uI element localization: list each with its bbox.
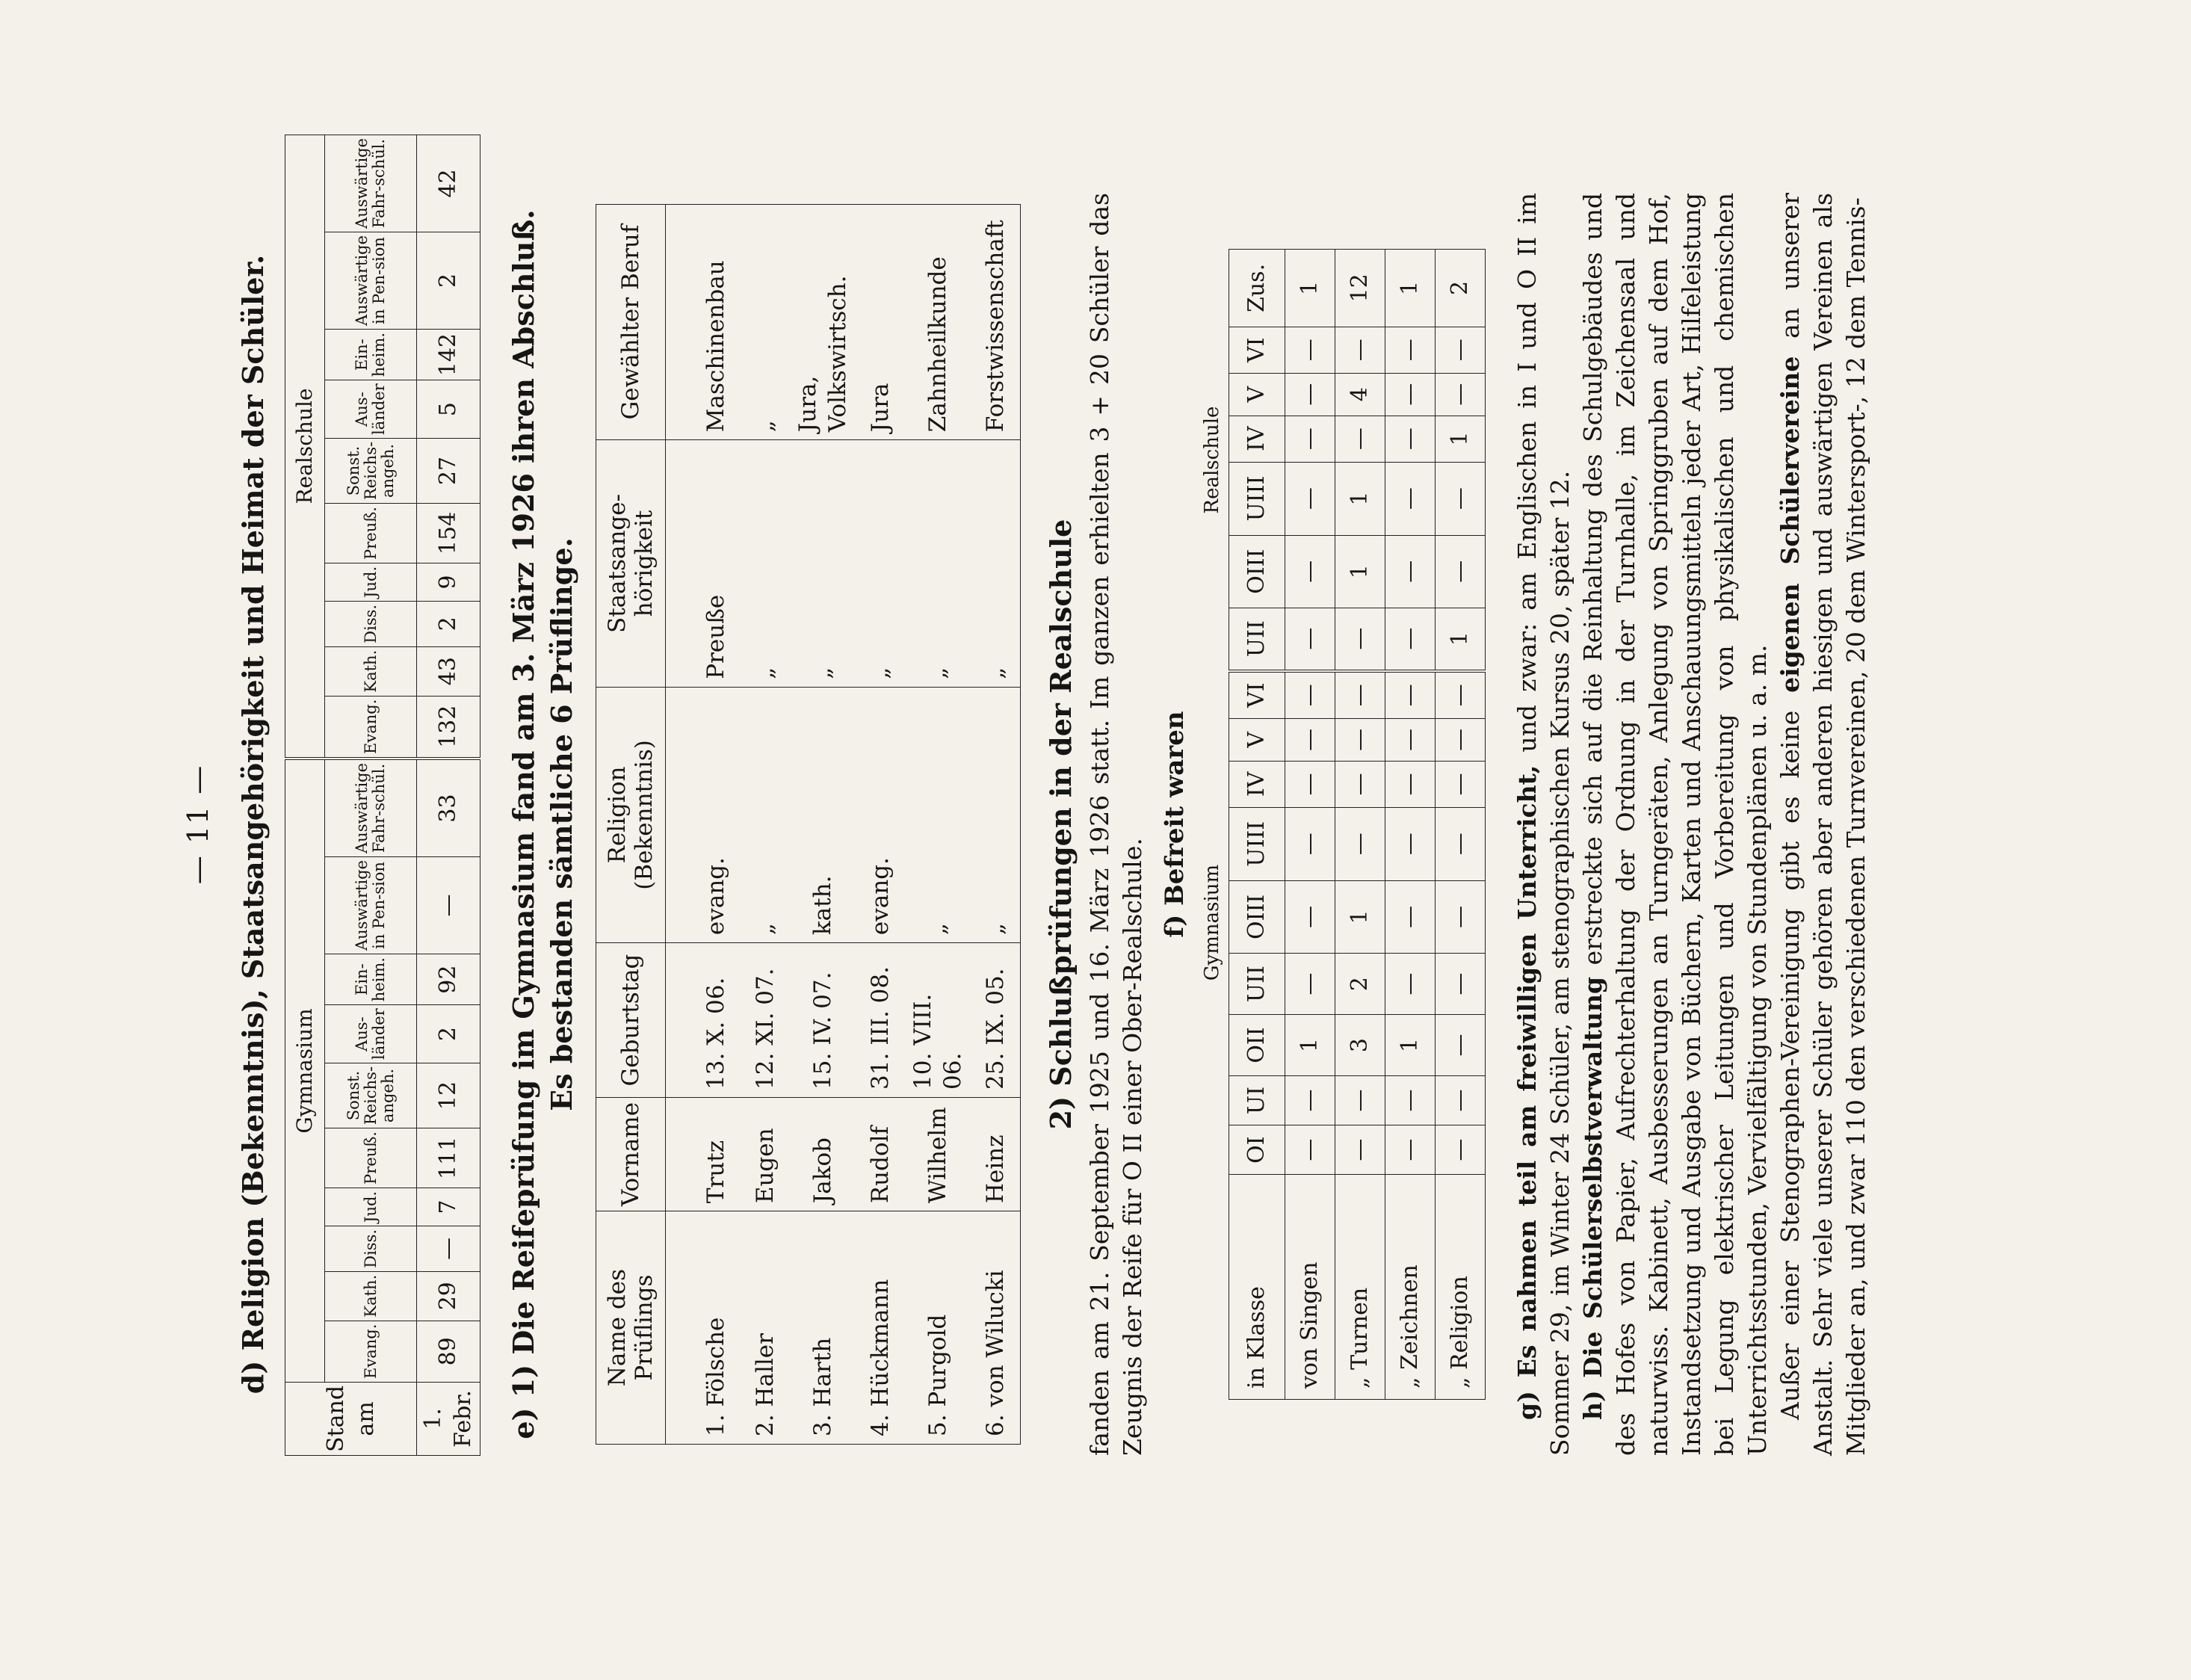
vereine-bold: eigenen Schülervereine (1776, 356, 1805, 693)
table-row (1385, 250, 1436, 1400)
table-cell: Jura (856, 205, 905, 440)
group-gymnasium: Gymnasium (285, 759, 325, 1383)
gymnasium-cell: — (1436, 1015, 1486, 1075)
gymnasium-cell: — (1385, 880, 1436, 953)
realschule-cell: 2 (1436, 250, 1486, 327)
table-cell: 25. IX. 05. (971, 943, 1021, 1098)
section-e-subtitle: Es bestanden sämtliche 6 Prüflinge. (545, 537, 578, 1111)
realschule-cell: 142 (417, 330, 480, 380)
column-header: Name des Prüflings (596, 1211, 666, 1445)
class-column-header: UII (1229, 953, 1285, 1014)
realschule-cell: — (1385, 327, 1436, 373)
class-column-header: V (1229, 718, 1285, 761)
gymnasium-cell: — (1285, 761, 1335, 807)
gymnasium-cell: — (417, 856, 480, 954)
realschule-cell: 1 (1385, 250, 1436, 327)
column-header: Evang. (325, 1321, 417, 1382)
row-label: „ Turnen (1335, 1175, 1385, 1400)
realschule-cell: 4 (1335, 373, 1385, 416)
table-cell: Zahnheilkunde (905, 205, 971, 440)
realschule-cell: — (1285, 535, 1335, 608)
column-header: Jud. (325, 563, 417, 601)
section-h-title: h) Die Schülerselbstverwaltung (1578, 976, 1607, 1420)
class-column-header: OII (1229, 1015, 1285, 1075)
befreit-group-gymnasium: Gymnasium (1201, 864, 1223, 981)
gymnasium-cell: — (1436, 807, 1486, 880)
realschule-cell: — (1436, 327, 1486, 373)
table-row (790, 205, 856, 1445)
gymnasium-cell: — (1285, 1125, 1335, 1175)
realschule-cell: 12 (1335, 250, 1385, 327)
table-cell: 15. IV. 07. (790, 943, 856, 1098)
realschule-cell: — (1385, 416, 1436, 462)
realschule-cell: 43 (417, 646, 480, 696)
gymnasium-cell: 1 (1335, 880, 1385, 953)
class-column-header: OI (1229, 1125, 1285, 1175)
gymnasium-cell: — (1285, 671, 1335, 719)
column-header: Auswärtige Fahr-schül. (325, 135, 417, 232)
table-cell: 13. X. 06. (691, 943, 741, 1098)
realschule-cell: — (1335, 416, 1385, 462)
gymnasium-cell: 2 (1335, 953, 1385, 1014)
column-header: Jud. (325, 1188, 417, 1226)
gymnasium-cell: — (1436, 1125, 1486, 1175)
table-row (417, 135, 480, 1455)
class-column-header: OIII (1229, 880, 1285, 953)
realschule-cell: 5 (417, 380, 480, 439)
section-g-title: g) Es nahmen teil am freiwilligen Unterricht, (1512, 765, 1542, 1420)
column-header: Auswärtige Fahr-schül. (325, 759, 417, 857)
class-column-header: IV (1229, 416, 1285, 462)
section-h-paragraph (1577, 193, 1774, 1456)
gymnasium-cell: — (1335, 671, 1385, 719)
gymnasium-cell: 2 (417, 1005, 480, 1063)
table-cell: 5. Purgold (905, 1211, 971, 1445)
table-cell: evang. (856, 687, 905, 942)
table-cell: Jura, Volkswirtsch. (790, 205, 856, 440)
realschule-cell: — (1335, 608, 1385, 670)
column-header: Diss. (325, 1226, 417, 1271)
table-cell: evang. (691, 687, 741, 942)
vereine-text-after: an unserer Anstalt. Sehr viele unserer Schüler gehören aber anderen hiesigen und auswärtigen Vereinen als Mitglieder an, und zwar 110 den verschiedenen Turnvereinen, 20 dem Wintersport-, 12 dem Tennis- (1776, 193, 1870, 1456)
realschule-cell: — (1436, 373, 1486, 416)
table-cell: „ (971, 687, 1021, 942)
class-column-header: VI (1229, 327, 1285, 373)
section-f-title: f) Befreit waren (1160, 711, 1190, 938)
column-header: Evang. (325, 696, 417, 759)
table-cell: 4. Hückmann (856, 1211, 905, 1445)
class-header: in Klasse (1229, 1175, 1285, 1400)
gymnasium-cell: — (1436, 1075, 1486, 1125)
realschule-cell: 27 (417, 438, 480, 503)
gymnasium-cell: 7 (417, 1188, 480, 1226)
gymnasium-cell: — (1285, 1075, 1335, 1125)
realschule-cell: 132 (417, 696, 480, 759)
table-cell: „ (741, 205, 790, 440)
table-cell: 1. Fölsche (691, 1211, 741, 1445)
heimat-table (285, 135, 480, 1456)
column-header: Gewählter Beruf (596, 205, 666, 440)
reifepruefung-table (596, 204, 1021, 1445)
table-cell: 6. von Wilucki (971, 1211, 1021, 1445)
gymnasium-cell: 111 (417, 1128, 480, 1188)
class-column-header: OIII (1229, 535, 1285, 608)
gymnasium-cell: — (1385, 761, 1436, 807)
realschule-cell: 2 (417, 232, 480, 329)
realschule-cell: 1 (1436, 416, 1486, 462)
realschule-cell: — (1285, 462, 1335, 535)
gymnasium-cell: — (1335, 807, 1385, 880)
column-header: Sonst. Reichs-angeh. (325, 1063, 417, 1128)
gymnasium-cell: — (1385, 1125, 1436, 1175)
column-header: Sonst. Reichs-angeh. (325, 438, 417, 503)
realschule-cell: — (1285, 373, 1335, 416)
gymnasium-cell: — (1385, 1075, 1436, 1125)
gymnasium-cell: — (1335, 718, 1385, 761)
gymnasium-cell: 89 (417, 1321, 480, 1382)
realschule-cell: 1 (1436, 608, 1486, 670)
befreit-header-row (1229, 250, 1285, 1400)
table-cell: 31. III. 08. (856, 943, 905, 1098)
reife-body (666, 205, 1021, 1445)
realschule-cell: 1 (1335, 535, 1385, 608)
class-column-header: Zus. (1229, 250, 1285, 327)
class-column-header: UI (1229, 1075, 1285, 1125)
group-realschule: Realschule (285, 135, 325, 759)
table-cell: Jakob (790, 1097, 856, 1211)
realschule-cell: — (1285, 608, 1335, 670)
class-column-header: UIII (1229, 807, 1285, 880)
table-cell: 3. Harth (790, 1211, 856, 1445)
table-row (856, 205, 905, 1445)
stand-header: Stand am (285, 1382, 417, 1455)
realschule-cell: — (1436, 535, 1486, 608)
table-row (691, 205, 741, 1445)
gymnasium-cell: — (1436, 671, 1486, 719)
table-cell: Preuße (691, 440, 741, 688)
befreit-group-realschule: Realschule (1201, 406, 1223, 514)
class-column-header: IV (1229, 761, 1285, 807)
table-cell: Trutz (691, 1097, 741, 1211)
table-cell: 10. VIII. 06. (905, 943, 971, 1098)
table-cell: „ (905, 440, 971, 688)
table-cell: 2. Haller (741, 1211, 790, 1445)
table-row (971, 205, 1021, 1445)
gymnasium-cell: — (1436, 880, 1486, 953)
stand-date: 1. Febr. (417, 1382, 480, 1455)
gymnasium-cell: 92 (417, 954, 480, 1005)
gymnasium-cell: 29 (417, 1271, 480, 1321)
gymnasium-cell: — (1335, 1075, 1385, 1125)
table-row (741, 205, 790, 1445)
gymnasium-cell: — (1436, 761, 1486, 807)
gymnasium-cell: — (1285, 953, 1335, 1014)
gymnasium-cell: 12 (417, 1063, 480, 1128)
column-header: Preuß. (325, 504, 417, 563)
realschule-cell: — (1385, 462, 1436, 535)
class-column-header: UIII (1229, 462, 1285, 535)
realschule-cell: — (1285, 327, 1335, 373)
gymnasium-cell: — (1285, 807, 1335, 880)
schuelervereine-paragraph (1774, 193, 1873, 1456)
gymnasium-cell: 1 (1385, 1015, 1436, 1075)
table-row (1436, 250, 1486, 1400)
realschule-cell: — (1436, 462, 1486, 535)
column-header: Ein-heim. (325, 330, 417, 380)
reife-header-row (596, 205, 666, 1445)
befreit-table (1196, 249, 1486, 1400)
class-column-header: VI (1229, 671, 1285, 719)
gymnasium-cell: — (1385, 807, 1436, 880)
realschule-cell: — (1385, 608, 1436, 670)
column-header: Auswärtige in Pen-sion (325, 232, 417, 329)
table-cell: Maschinenbau (691, 205, 741, 440)
gymnasium-cell: 1 (1285, 1015, 1335, 1075)
gymnasium-cell: — (417, 1226, 480, 1271)
table-cell: „ (741, 440, 790, 688)
table-cell: Eugen (741, 1097, 790, 1211)
gymnasium-cell: 3 (1335, 1015, 1385, 1075)
table-cell: „ (905, 687, 971, 942)
gymnasium-cell: — (1436, 718, 1486, 761)
table-row (1285, 250, 1335, 1400)
column-header: Aus-länder (325, 1005, 417, 1063)
gymnasium-cell: — (1285, 718, 1335, 761)
column-header: Diss. (325, 601, 417, 646)
table-cell: „ (790, 440, 856, 688)
section-2-title: 2) Schlußprüfungen in der Realschule (1044, 519, 1078, 1130)
row-label: von Singen (1285, 1175, 1335, 1400)
column-header: Aus-länder (325, 380, 417, 439)
realschule-cell: 1 (1285, 250, 1335, 327)
section-g-text: und zwar: am Englischen in I und O II im Sommer 29, im Winter 24 Schüler, am stenographischen Kursus 20, später 12. (1512, 193, 1575, 1456)
gymnasium-cell: — (1436, 953, 1486, 1014)
table-cell: „ (741, 687, 790, 942)
realschule-cell: — (1385, 535, 1436, 608)
heimat-column-headers (325, 135, 417, 1455)
vereine-text-before: Außer einer Stenographen-Vereinigung gibt es keine (1776, 692, 1805, 1420)
table-cell: kath. (790, 687, 856, 942)
section-h-text: erstreckte sich auf die Reinhaltung des Schulgebäudes und des Hofes von Papier, Aufrechterhaltung der Ordnung in der Turnhalle, im Zeichensaal und naturwiss. Kabinett, Ausbesserungen an Turngeräten, Anlegung von Springgruben auf dem Hof, Instandsetzung und Ausgabe von Büchern, Karten und Anschauungsmitteln jeder Art, Hilfeleistung bei Legung elektrischer Leitungen und Vorbereitung von physikalischen und chemischen Unterrichtsstunden, Vervielfältigung von Stundenplänen u. a. m. (1578, 193, 1772, 1456)
page-number: — 11 — (182, 764, 214, 885)
realschule-cell: — (1335, 327, 1385, 373)
section-2-text: fanden am 21. September 1925 und 16. März 1926 statt. Im ganzen erhielten 3 + 20 Schüler das Zeugnis der Reife für O II einer Ober-Realschule. (1085, 193, 1147, 1456)
table-cell: Heinz (971, 1097, 1021, 1211)
gymnasium-cell: — (1385, 671, 1436, 719)
gymnasium-cell: — (1385, 718, 1436, 761)
gymnasium-cell: 33 (417, 759, 480, 857)
gymnasium-cell: — (1385, 953, 1436, 1014)
table-cell: Wilhelm (905, 1097, 971, 1211)
realschule-cell: — (1385, 373, 1436, 416)
class-column-header: V (1229, 373, 1285, 416)
section-e-title: e) 1) Die Reifeprüfung im Gymnasium fand am 3. März 1926 ihren Abschluß. (507, 209, 540, 1439)
table-row (905, 205, 971, 1445)
realschule-cell: 42 (417, 135, 480, 232)
column-header: Geburtstag (596, 943, 666, 1098)
column-header: Staatsange-hörigkeit (596, 440, 666, 688)
page-content (182, 138, 1873, 1456)
table-cell: 12. XI. 07. (741, 943, 790, 1098)
column-header: Kath. (325, 1271, 417, 1321)
gymnasium-cell: — (1285, 880, 1335, 953)
row-label: „ Zeichnen (1385, 1175, 1436, 1400)
gymnasium-cell: — (1335, 1125, 1385, 1175)
column-header: Religion (Bekenntnis) (596, 687, 666, 942)
column-header: Kath. (325, 646, 417, 696)
table-cell: „ (971, 440, 1021, 688)
realschule-cell: 9 (417, 563, 480, 601)
column-header: Vorname (596, 1097, 666, 1211)
gymnasium-cell: — (1335, 761, 1385, 807)
befreit-body (1285, 250, 1486, 1400)
realschule-cell: 2 (417, 601, 480, 646)
table-cell: Rudolf (856, 1097, 905, 1211)
realschule-cell: 154 (417, 504, 480, 563)
table-cell: Forstwissenschaft (971, 205, 1021, 440)
row-label: „ Religion (1436, 1175, 1486, 1400)
column-header: Auswärtige in Pen-sion (325, 856, 417, 954)
column-header: Ein-heim. (325, 954, 417, 1005)
realschule-cell: — (1285, 416, 1335, 462)
realschule-cell: 1 (1335, 462, 1385, 535)
column-header: Preuß. (325, 1128, 417, 1188)
table-row (1335, 250, 1385, 1400)
class-column-header: UII (1229, 608, 1285, 670)
section-d-title: d) Religion (Bekenntnis), Staatsangehörigkeit und Heimat der Schüler. (236, 254, 270, 1395)
table-cell: „ (856, 440, 905, 688)
section-g-paragraph (1511, 193, 1577, 1456)
